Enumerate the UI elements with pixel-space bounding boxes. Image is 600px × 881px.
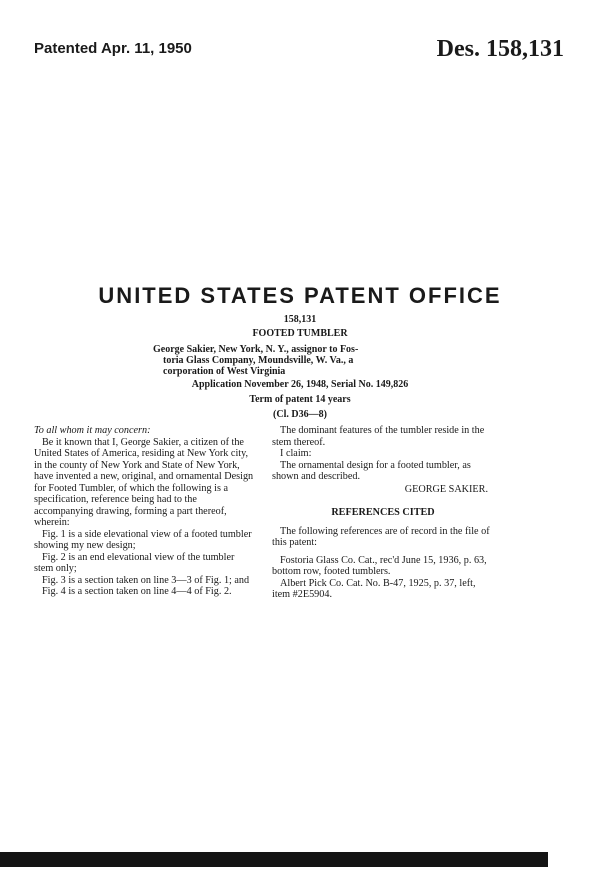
reference-item: Fostoria Glass Co. Cat., rec'd June 15, 1936, p. 63, bottom row, footed tumblers. bbox=[272, 554, 487, 577]
left-column bbox=[34, 425, 254, 598]
right-column bbox=[272, 425, 494, 601]
scan-edge-bar bbox=[0, 852, 548, 867]
term-line: Term of patent 14 years bbox=[249, 394, 351, 405]
inventor-line: George Sakier, New York, N. Y., assignor to Fos- bbox=[153, 344, 359, 355]
spec-paragraph: Be it known that I, George Sakier, a citizen of the United States of America, residing at New York city, in the county of New York and State of New York, have invented a new, original, and ornamental Design for Footed Tumbler, of which the following is a specification, reference being had to the accompanying drawing, forming a part thereof, wherein: bbox=[34, 436, 254, 528]
figure-description: Fig. 1 is a side elevational view of a footed tumbler showing my new design; bbox=[34, 528, 252, 551]
design-title: FOOTED TUMBLER bbox=[252, 328, 348, 339]
claim-text: The ornamental design for a footed tumbler, as shown and described. bbox=[272, 459, 471, 482]
classification-line: (Cl. D36—8) bbox=[273, 409, 327, 420]
salutation: To all whom it may concern: bbox=[34, 425, 151, 436]
inventor-block bbox=[153, 344, 473, 377]
patent-number: Des. 158,131 bbox=[436, 36, 564, 62]
inventor-line: corporation of West Virginia bbox=[163, 366, 286, 377]
patent-date: Patented Apr. 11, 1950 bbox=[34, 40, 192, 57]
references-heading: REFERENCES CITED bbox=[331, 507, 435, 518]
inventor-signature: GEORGE SAKIER. bbox=[404, 483, 488, 495]
claim-paragraph: The dominant features of the tumbler reside in the stem thereof. bbox=[272, 425, 485, 448]
figure-description: Fig. 4 is a section taken on line 4—4 of Fig. 2. bbox=[42, 586, 232, 597]
design-number: 158,131 bbox=[283, 314, 317, 325]
references-intro: The following references are of record in the file of this patent: bbox=[272, 525, 490, 548]
figure-description: Fig. 2 is an end elevational view of the tumbler stem only; bbox=[34, 551, 235, 574]
application-line: Application November 26, 1948, Serial No. 149,826 bbox=[191, 379, 409, 390]
figure-description: Fig. 3 is a section taken on line 3—3 of Fig. 1; and bbox=[42, 574, 250, 586]
reference-item: Albert Pick Co. Cat. No. B-47, 1925, p. 37, left, item #2E5904. bbox=[272, 577, 476, 600]
office-heading: UNITED STATES PATENT OFFICE bbox=[98, 283, 502, 308]
inventor-line: toria Glass Company, Moundsville, W. Va., a bbox=[163, 355, 354, 366]
claim-heading: I claim: bbox=[280, 448, 312, 459]
